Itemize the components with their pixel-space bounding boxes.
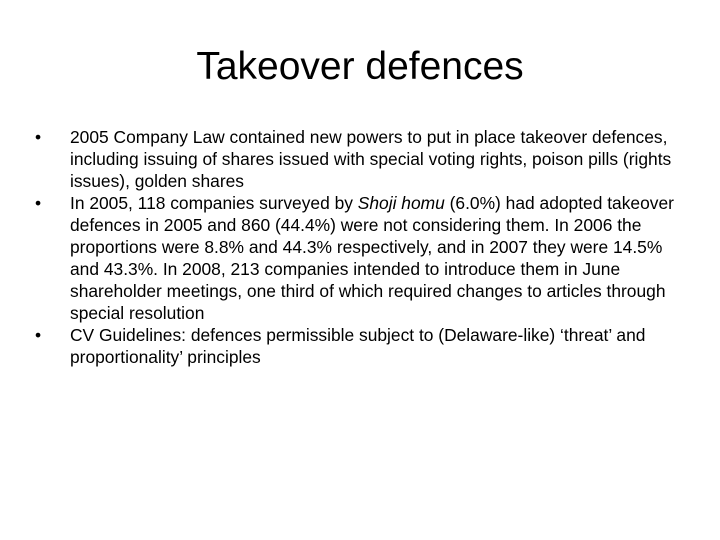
bullet-marker: • <box>34 127 42 147</box>
bullet-text-rest: (6.0%) had adopted takeover defences in 2005 and 860 (44.4%) were not considering them. In 2006 the proportions were 8.8% and 44.3% respectively, and in 2007 they were 14.5% and 43.3%. In 2008, 213 companies intended to introduce them in June shareholder meetings, one third of which required changes to articles through special resolution <box>70 193 674 323</box>
bullet-item-law-powers <box>32 126 692 192</box>
bullet-marker: • <box>34 193 42 213</box>
bullet-item-survey-statistics <box>32 192 692 324</box>
publication-name: Shoji homu <box>357 193 445 213</box>
bullet-text: CV Guidelines: defences permissible subject to (Delaware-like) ‘threat’ and proportionality’ principles <box>70 325 646 367</box>
bullet-marker: • <box>34 325 42 345</box>
bullet-item-cv-guidelines <box>32 324 692 368</box>
slide-title: Takeover defences <box>196 45 524 88</box>
bullet-text: 2005 Company Law contained new powers to put in place takeover defences, including issuing of shares issued with special voting rights, poison pills (rights issues), golden shares <box>70 127 672 191</box>
bullet-text-lead: In 2005, 118 companies surveyed by <box>70 193 358 213</box>
bullet-list <box>32 126 692 368</box>
